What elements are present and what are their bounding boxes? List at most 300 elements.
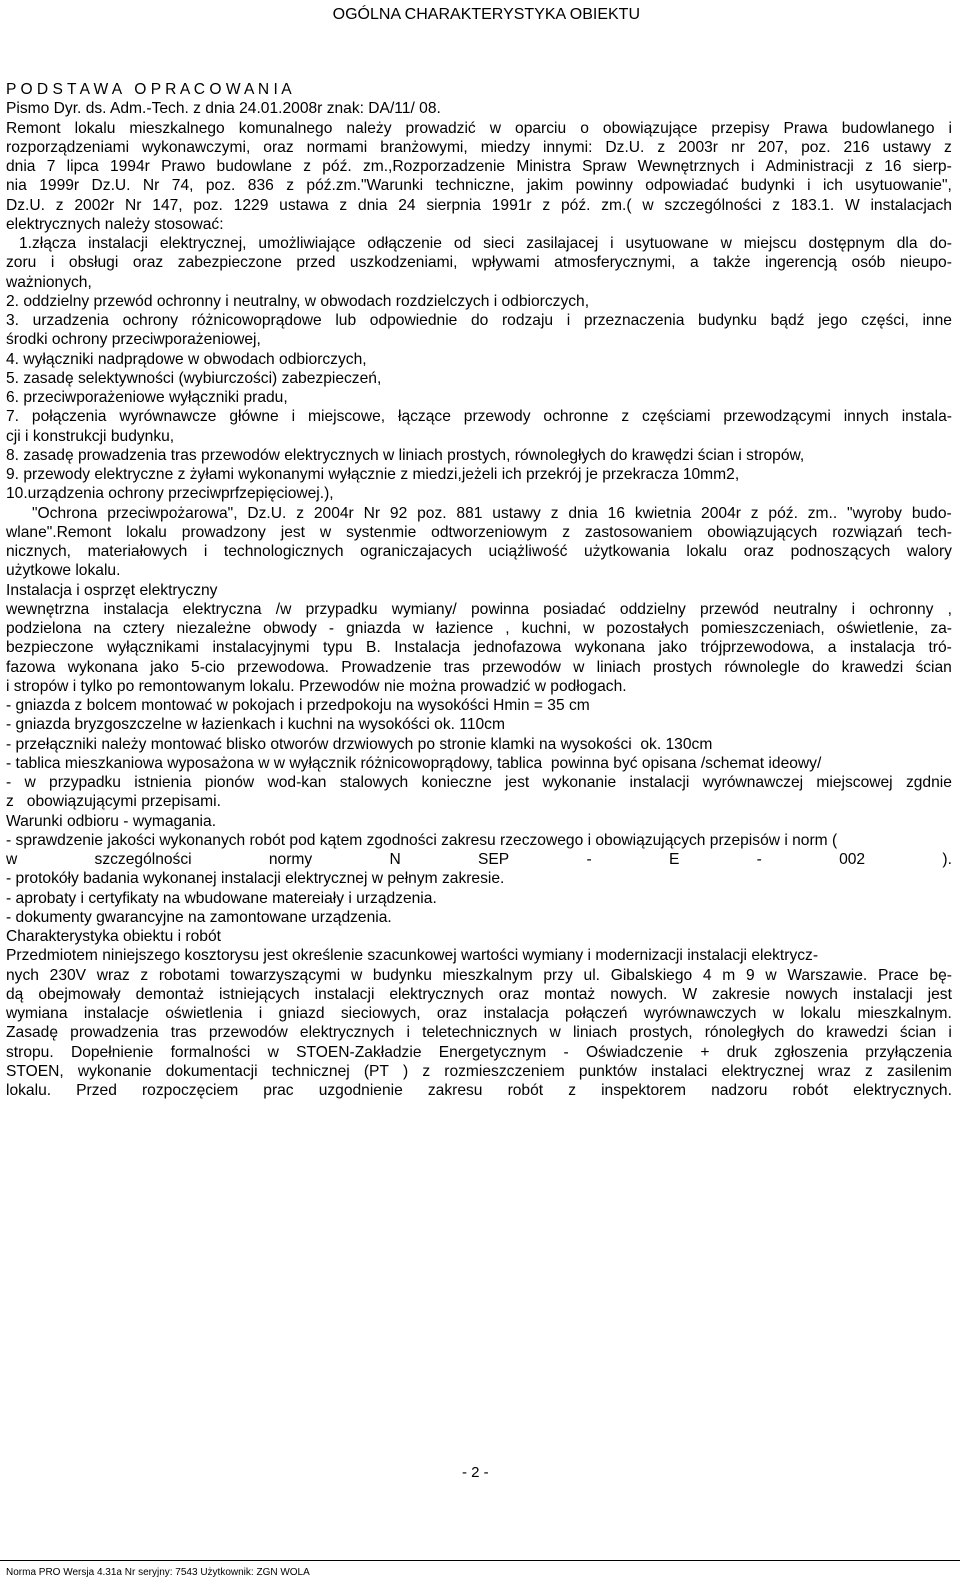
text-word: i [807,177,811,195]
text-word: i [610,235,614,252]
text-word: budowlane [216,158,292,175]
text-word: z [750,504,759,522]
text-word: w [489,119,501,137]
text-word: normami [306,138,368,156]
text-word: tras [443,658,470,676]
text-word: prostych, [629,1024,693,1042]
text-line: - sprawdzenie jakości wykonanych robót pod kątem zgodności zakresu rzeczowego i obowiązujących przepisów i norm ( [6,831,838,849]
text-word: budynku [372,966,432,984]
text-word: umożliwiające [258,235,356,252]
text-word: SEP [478,851,510,868]
text-word: oświetlenie, [836,620,919,637]
text-word: z [303,158,311,175]
text-word: z [542,196,551,214]
text-word: wykonawczymi, [142,138,251,156]
text-word: budowlanego [841,119,935,137]
text-word: obwody [263,620,317,637]
text-word: z [944,138,952,156]
text-word: zasilajacej [526,235,599,252]
text-word: w [720,235,732,252]
text-word: od [453,235,472,252]
text-word: nicznych, [6,543,72,560]
text-word: liniach [572,1024,618,1042]
text-word: typu [323,639,353,657]
text-word: wymiany/ [391,600,457,618]
page-header: OGÓLNA CHARAKTERYSTYKA OBIEKTU [332,6,640,23]
text-word: istnienia [134,774,192,791]
text-word: w [765,966,777,984]
text-word: Nr [125,196,142,214]
text-line: 10.urządzenia ochrony przeciwprfzepięciowej.), [6,485,334,503]
text-word: dostępnym [808,235,885,252]
text-word: główne [229,408,279,426]
text-word: na [93,620,111,637]
text-word: Energetycznym [438,1043,547,1061]
text-word: obowiązujących [707,523,818,541]
text-word: rozwiązań [832,523,903,541]
text-line [6,504,952,523]
text-word: neutralny [773,600,838,618]
text-word: w [772,1005,784,1022]
text-word: sierp- [912,158,952,175]
text-word: budynku [698,312,757,329]
text-word: Nr [142,177,160,195]
text-word: a [689,254,699,272]
text-word: oświetlenia [165,1005,243,1022]
text-word: zgdnie [905,774,952,791]
text-word: wykonanie [542,774,617,791]
text-word: oraz [436,1005,468,1022]
text-line: środki ochrony przeciwporażeniowej, [6,331,261,349]
text-word: i [50,254,55,272]
text-word: instala- [901,408,952,426]
page-number: - 2 - [462,1464,489,1481]
text-word: zm.( [601,196,632,214]
text-word: ul. [583,966,601,984]
text-word: lub [335,312,357,329]
text-word: lipca [66,158,99,175]
text-word: nia [6,177,27,195]
text-word: jest [927,985,952,1003]
text-line: - aprobaty i certyfikaty na wbudowane matereiały i urządzenia. [6,889,437,907]
text-word: nowych. [610,985,668,1003]
text-word: póź.zm."Warunki [306,177,424,195]
text-word: sieci [483,235,515,252]
text-word: w [412,620,425,637]
text-word: prostych [653,658,713,676]
text-word: i [406,1024,410,1042]
text-word: przewodów [208,1024,288,1042]
text-word: nieupo- [899,254,952,272]
text-word: poz. [417,504,447,522]
text-word: przypadku [49,774,121,791]
text-word: Prawa [783,119,828,137]
text-word: lokalu [686,543,728,560]
text-line: Przedmiotem niniejszego kosztorysu jest określenie szacunkowej wartości wymiany i modernizacji instalacji elektrycz- [6,947,819,965]
text-word: i [948,1024,952,1042]
text-word: łączące [398,408,451,426]
text-word: także [713,254,751,272]
text-word: prac [263,1082,294,1099]
text-word: sierpnia [426,196,481,214]
text-word: pomieszczeniach, [700,620,825,637]
text-word: istniejących [219,985,300,1003]
text-word: wyrównawczej [702,774,804,791]
text-word: Oświadczenie [585,1043,684,1061]
text-word: oraz [743,543,775,560]
text-word: prowadzenia [70,1024,159,1042]
text-word: (PT [363,1062,389,1080]
text-word: ograniczajacych [360,543,472,560]
text-word: w [642,196,654,214]
text-word: poz. [205,177,236,195]
text-word: rónoległych [704,1024,785,1042]
text-word: E [668,851,680,868]
text-word: dnia [568,504,598,522]
text-word: obsługi [68,254,119,272]
text-word: zabezpieczone [177,254,282,272]
text-word: tró- [928,639,952,657]
text-word: instalacji [314,985,375,1003]
text-word: uciążliwość [488,543,568,560]
text-word: o [580,119,589,137]
text-word: z [772,196,781,214]
text-word: elektrycznej [721,1062,804,1080]
text-word: zm.. [807,504,838,522]
text-word: szczególności [664,196,762,214]
text-word: oraz [498,985,530,1003]
text-word: obowiązujące [602,119,698,137]
text-word: 3. [6,312,20,329]
text-word: i [948,119,952,137]
text-word: nowych [785,985,838,1003]
text-word: lokalu [800,1005,842,1022]
text-line [6,176,952,195]
text-word: wraz [96,966,130,984]
text-line: z obowiązującymi przepisami. [6,793,221,811]
text-word: z [296,504,304,522]
text-word: N [389,851,401,868]
text-word: 24 [398,196,416,214]
text-word: i [291,408,296,426]
text-word: STOEN-Zakładzie [296,1043,422,1061]
text-word: gniazd [278,1005,325,1022]
text-word: trójprzewodowa, [700,639,815,657]
text-word: nr [730,138,745,156]
text-line [6,311,952,330]
text-word: 16 [884,158,902,175]
text-word: 1.złącza [6,235,77,252]
text-word: inspektorem [601,1082,686,1099]
text-word: w [583,620,595,637]
text-word: 9 [745,966,755,984]
text-word: Dopełnienie [70,1043,154,1061]
text-word: podzielona [6,620,82,637]
text-line: - protokóły badania wykonanej instalacji elektrycznej w pełnym zakresie. [6,870,505,888]
text-word: usytuowane [625,235,709,252]
text-word: Instalacja [394,639,461,657]
text-word: z [568,1082,576,1099]
text-word: w [6,851,18,868]
text-word: Gibalskiego [610,966,693,984]
text-word: dokumentacji [165,1062,258,1080]
text-word: mieszkalnym [442,966,533,984]
text-word: i [203,543,208,560]
text-word: jako [658,639,688,657]
text-word: urzadzenia [32,312,109,329]
text-word: użytkowania [583,543,670,560]
text-line [6,407,952,426]
text-word: do [812,658,830,676]
text-word: Prawo [161,158,206,175]
text-line [6,523,952,542]
text-word: bę- [929,966,952,984]
text-word: Prowadzenie [341,658,432,676]
text-word: zgłoszenia [774,1043,848,1061]
text-word: + [700,1043,710,1061]
text-word: pozostałych [606,620,689,637]
text-word: ochrony [122,312,179,329]
text-word: budo- [911,504,952,522]
text-word: z [864,1062,873,1080]
text-word: ścian [899,1024,937,1042]
text-word: z [562,523,570,541]
text-word: z [55,196,64,214]
text-word: odpowiednie [369,312,458,329]
text-word: krawedzi [841,658,904,676]
text-word: , [947,600,952,618]
text-word: instalacjach [870,196,952,214]
text-word: miejscowe, [307,408,386,426]
text-word: druk [726,1043,758,1061]
text-word: należy [346,119,392,137]
text-line: Charakterystyka obiektu i robót [6,928,221,945]
text-word: równolegle [724,658,800,676]
text-line: 2. oddzielny przewód ochronny i neutralny, w obwodach rozdzielczych i odbiorczych, [6,292,590,310]
text-word: m [722,966,736,984]
text-word: częściami [642,408,711,426]
text-word: Warszawie. [787,966,868,984]
text-word: w [267,1043,279,1061]
text-line [6,658,952,677]
text-word: z [657,138,666,156]
text-word: 7 [46,158,56,175]
text-word: towarzyszącymi [230,966,341,984]
text-word: wyrównawcze [119,408,217,426]
text-word: zastosowaniem [584,523,693,541]
text-word: robót [792,1082,829,1099]
text-word: 002 [839,851,866,868]
text-word: cztery [122,620,165,637]
text-line [6,234,952,253]
text-word: budynki [740,177,795,195]
text-word: zm.,Rozporzadzenie [362,158,506,175]
text-word: obejmowały [38,985,121,1003]
text-word: branżowymi, [380,138,468,156]
text-word: w [319,523,332,541]
text-word: Przed [76,1082,117,1099]
text-word: jest [504,774,530,791]
text-word: podnoszących [790,543,891,560]
text-word: instalacja [849,639,915,657]
text-line: - tablica mieszkaniowa wyposażona w w wyłącznik różnicowoprądowy, tablica powinna być opisana /schemat ideowy/ [6,754,822,772]
text-word: odpowiadać [645,177,729,195]
text-line [6,542,952,561]
document-body [6,80,952,1100]
text-word: 16 [607,504,626,522]
text-word: instalacyjnymi [212,639,310,657]
text-word: oraz [132,254,164,272]
text-word: dnia [6,158,36,175]
text-word: Zasadę [6,1024,59,1042]
text-line: Warunki odbioru - wymagania. [6,812,217,830]
text-word: - [563,1043,569,1061]
text-word: materiałowych [87,543,188,560]
text-word: miejscu [743,235,797,252]
text-word: odtworzeniowym [431,523,548,541]
text-word: w [549,1024,561,1042]
text-word: lokalu. [6,1082,52,1099]
text-word: pionów [204,774,255,791]
text-word: Dz.U. [247,504,287,522]
text-word: elektrycznych [389,985,484,1003]
text-word: 5-cio [191,658,225,676]
text-word: instalaci [651,1062,708,1080]
text-word: elektrycznych [299,1024,395,1042]
text-word: 183.1. [790,196,835,214]
text-word: - [328,620,335,637]
text-word: z [621,408,630,426]
text-line: - gniazda z bolcem montować w pokojach i przedpokoju na wysokóści Hmin = 35 cm [6,697,590,714]
text-word: /w [275,600,292,618]
text-word: 92 [389,504,408,522]
text-word: wraz [817,1062,851,1080]
text-word: Dz.U. [6,196,45,214]
text-word: z [140,966,149,984]
text-word: lokalu [74,119,116,137]
text-word: robót [507,1082,544,1099]
text-word: 1229 [233,196,269,214]
text-word: wymiana [6,1005,68,1022]
text-word: mieszkalnym. [857,1005,952,1022]
text-word: nadzoru [711,1082,768,1099]
text-word: miedzy [480,138,531,156]
text-word: "Ochrona [6,504,98,522]
text-word: demontaż [135,985,205,1003]
text-line [6,196,952,215]
text-word: rozpoczęciem [141,1082,239,1099]
text-word: W [682,985,698,1003]
text-word: ochronny [869,600,934,618]
text-word: montaż [544,985,596,1003]
text-word: szczególności [94,851,192,868]
text-word: w [573,658,585,676]
text-word: wykonanie [77,1062,152,1080]
text-word: rozmieszczeniem [444,1062,565,1080]
text-word: wykonana [574,639,646,657]
text-word: za- [930,620,952,637]
text-word: Dz.U. [91,177,131,195]
footer-divider [0,1560,960,1561]
text-word: przewód [700,600,759,618]
text-line [6,1062,952,1081]
text-word: powinna [470,600,530,618]
text-line [6,600,952,619]
text-word: przy [543,966,573,984]
text-word: 881 [456,504,483,522]
text-line: 4. wyłączniki nadprądowe w obwodach odbiorczych, [6,350,367,368]
text-line [6,138,952,157]
text-word: z [286,177,294,195]
text-line [6,253,952,272]
text-word: w [24,774,36,791]
text-line: - przełączniki należy montować blisko otworów drzwiowych po stronie klamki na wysokości ok. 130cm [6,735,713,753]
text-word: z [422,1062,431,1080]
text-word: komunalnego [238,119,333,137]
text-word: wykonana [67,658,138,676]
text-line [6,966,952,985]
text-word: 216 [843,138,870,156]
text-word: 1994r [109,158,150,175]
text-word: STOEN, [6,1062,64,1080]
text-word: kuchni, [521,620,572,637]
text-word: instalacja [483,1005,549,1022]
text-word: póź. [560,196,591,214]
text-word: usytuowanie", [855,177,952,195]
text-word: Administracji [765,158,854,175]
text-word: do [470,312,489,329]
text-word: niezależne [176,620,252,637]
text-line: - dokumenty gwarancyjne na zamontowane urządzenia. [6,908,392,926]
text-word: wlane".Remont [6,523,112,541]
text-word: przepisy [711,119,770,137]
text-word: 74, [171,177,194,195]
text-word: łazience [436,620,494,637]
text-word: nych [6,966,39,984]
text-word: a [827,639,837,657]
text-word: zakresu [427,1082,483,1099]
text-word: W [844,196,860,214]
text-word: liniach [596,658,641,676]
text-word: kwietnia [634,504,692,522]
text-word: posiadać [543,600,606,618]
text-word: - [756,851,762,868]
text-word: ochronne [543,408,609,426]
text-word: krawedzi [826,1024,888,1042]
text-line [6,1023,952,1042]
footer-text: Norma PRO Wersja 4.31a Nr seryjny: 7543 Użytkownik: ZGN WOLA [6,1567,310,1578]
text-word: uzgodnienie [318,1082,403,1099]
text-word: Remont [6,119,61,137]
text-line [6,1004,952,1023]
text-word: ingerencją [765,254,837,272]
text-line: 6. przeciwporażeniowe wyłączniki pradu, [6,389,288,406]
text-word: 2004r [701,504,741,522]
text-word: konieczne [421,774,492,791]
text-word: fazowa [6,658,56,676]
text-line: 8. zasadę prowadzenia tras przewodów elektrycznych w liniach prostych, równoległych do krawędzi ścian i stropów, [6,446,805,464]
text-word: tech- [917,523,952,541]
text-word: 230V [49,966,87,984]
text-line: - gniazda bryzgoszczelne w łazienkach i kuchni na wysokóści ok. 110cm [6,716,505,734]
text-line: P O D S T A W A O P R A C O W A N I A [6,81,292,98]
text-word: innych [843,408,889,426]
text-word: ) [403,1062,409,1080]
text-word: ich [822,177,843,195]
text-word: powinny [575,177,633,195]
text-line [6,773,952,792]
text-word: 207, [757,138,789,156]
